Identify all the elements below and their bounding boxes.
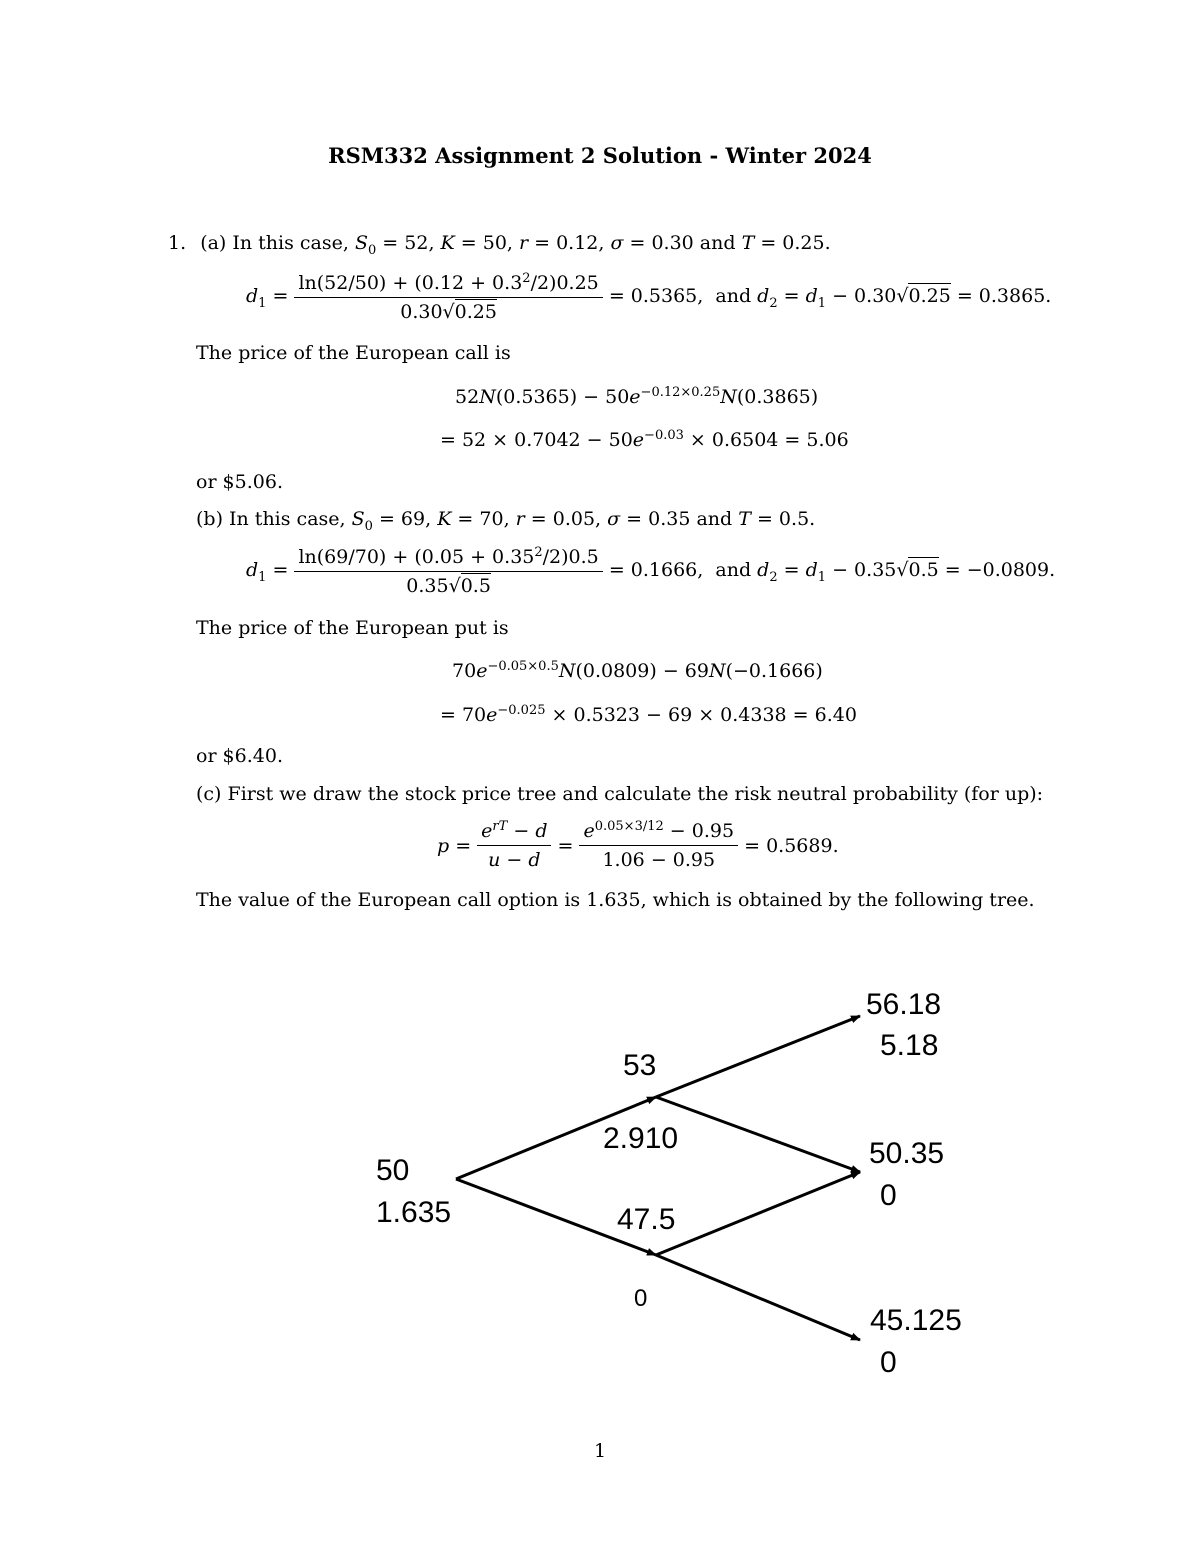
part-a-d1-formula: $d_1$ = $\frac{\ln(52/50) + (0.12 + 0.3^2/2)0.25}{0.30√0.25}$ = 0.5365, and $d_2 = d_1 - 0.30√0.25 = 0.3865$. bbox=[246, 271, 1052, 323]
part-a-price-intro: The price of the European call is bbox=[196, 342, 511, 364]
node-ud-value: 0 bbox=[880, 1179, 897, 1212]
part-b-answer: or $6.40. bbox=[196, 745, 283, 767]
document-title: RSM332 Assignment 2 Solution - Winter 2024 bbox=[328, 143, 872, 168]
part-a-label: (a) In this case, bbox=[200, 232, 349, 254]
node-down-value: 0 bbox=[634, 1285, 648, 1312]
part-a-equation-2: = $52 \times 0.7042 - 50e^{-0.03} \times 0.6504 = 5.06$ bbox=[440, 428, 849, 451]
node-down-price: 47.5 bbox=[617, 1203, 676, 1236]
node-up-price: 53 bbox=[623, 1049, 657, 1082]
part-a-answer: or $5.06. bbox=[196, 471, 283, 493]
node-root-value: 1.635 bbox=[376, 1196, 452, 1229]
node-uu-price: 56.18 bbox=[866, 988, 942, 1021]
edge-down-dd bbox=[656, 1255, 860, 1340]
part-a-params: $S_0 = 52$, K = 50, r = 0.12, σ = 0.30 and T = 0.25. bbox=[354, 232, 831, 258]
part-b-d1-fraction: $\frac{\ln(69/70) + (0.05 + 0.35^2/2)0.5}{0.35√0.5}$ bbox=[294, 546, 602, 597]
node-up-value: 2.910 bbox=[603, 1122, 679, 1155]
edge-up-ud bbox=[656, 1097, 860, 1172]
part-c-tree-intro: The value of the European call option is 1.635, which is obtained by the following tree. bbox=[196, 889, 1035, 911]
part-b-params: $S_0 = 69$, K = 70, r = 0.05, σ = 0.35 and T = 0.5. bbox=[351, 508, 816, 534]
page-number: 1 bbox=[593, 1440, 607, 1462]
part-c-probability-formula: p = $\frac{e^{rT} - d}{u - d}$ = $\frac{e^{0.05\times 3/12} - 0.95}{1.06 - 0.95}$ = 0.5689. bbox=[437, 819, 839, 871]
question-number: 1. bbox=[168, 232, 187, 254]
node-dd-value: 0 bbox=[880, 1346, 897, 1379]
question-1-b-intro bbox=[196, 508, 815, 534]
node-ud-price: 50.35 bbox=[869, 1137, 945, 1170]
node-dd-price: 45.125 bbox=[870, 1304, 962, 1337]
binomial-tree-diagram bbox=[0, 960, 1200, 1380]
part-b-price-intro: The price of the European put is bbox=[196, 617, 509, 639]
part-a-d1-fraction: $\frac{\ln(52/50) + (0.12 + 0.3^2/2)0.25}{0.30√0.25}$ bbox=[294, 272, 602, 323]
part-b-d1-formula: $d_1$ = $\frac{\ln(69/70) + (0.05 + 0.35^2/2)0.5}{0.35√0.5}$ = 0.1666, and $d_2 = d_1 - 0.35√0.5 = -0.0809$. bbox=[246, 545, 1056, 597]
part-c-intro: (c) First we draw the stock price tree and calculate the risk neutral probability (for up): bbox=[196, 783, 1044, 805]
edge-down-ud bbox=[656, 1172, 860, 1255]
part-a-equation-1: $52N(0.5365) - 50e^{-0.12\times 0.25}N(0.3865)$ bbox=[455, 385, 819, 408]
part-b-equation-1: $70e^{-0.05\times 0.5}N(0.0809) - 69N(-0.1666)$ bbox=[452, 659, 823, 682]
question-1-a-intro bbox=[168, 232, 831, 258]
part-b-label: (b) In this case, bbox=[196, 508, 346, 530]
edge-up-uu bbox=[656, 1016, 860, 1097]
node-root-price: 50 bbox=[376, 1154, 410, 1187]
node-uu-value: 5.18 bbox=[880, 1029, 939, 1062]
part-b-equation-2: = $70e^{-0.025} \times 0.5323 - 69 \times 0.4338 = 6.40$ bbox=[440, 703, 857, 726]
